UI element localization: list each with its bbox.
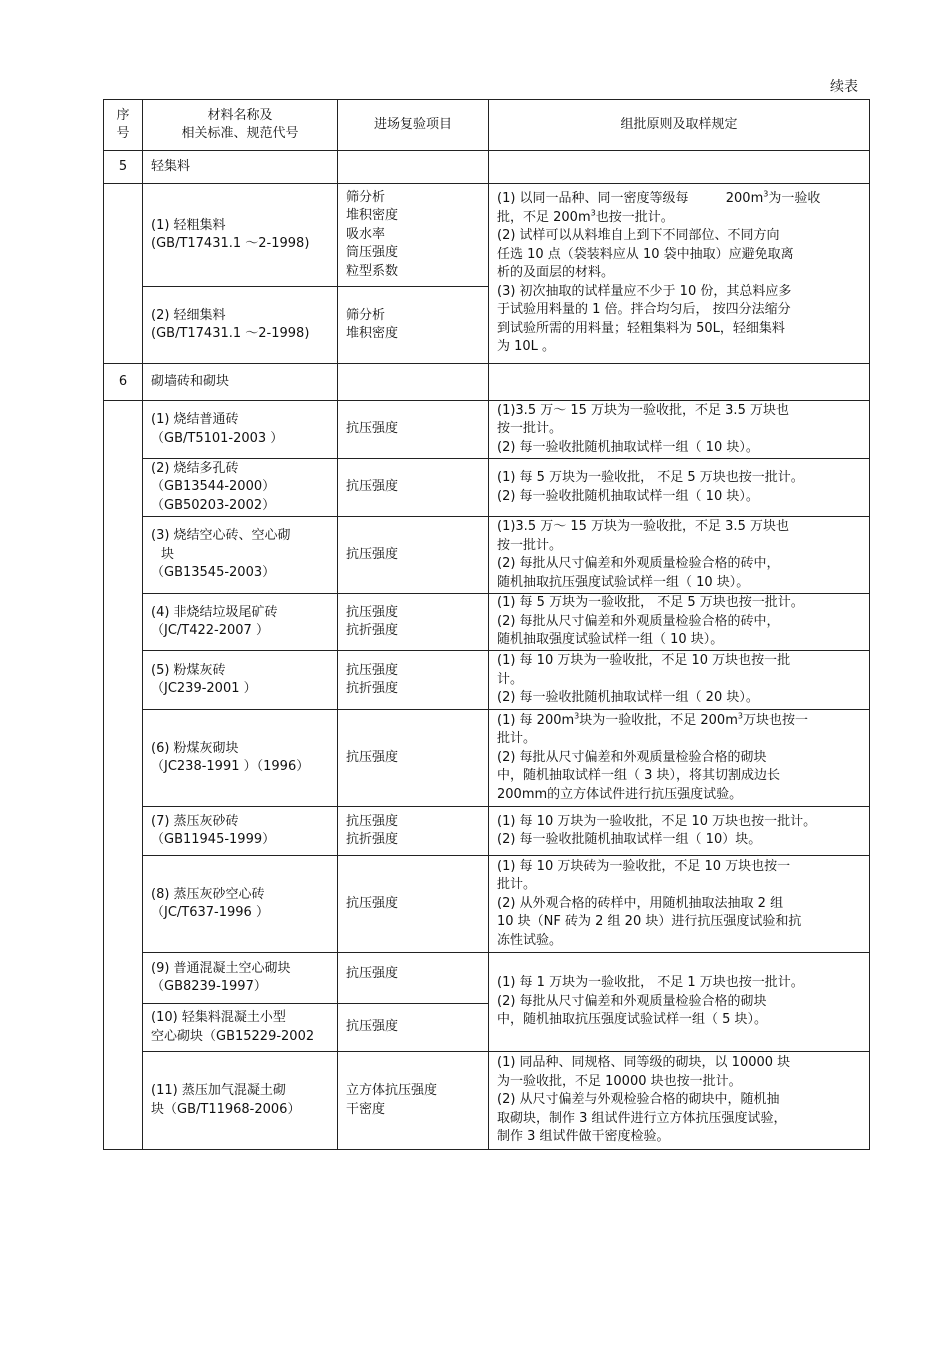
table-row [104, 856, 870, 953]
header-material-line: 相关标准、规范代号 [181, 126, 299, 141]
table-row [104, 807, 870, 856]
material-name: (10) 轻集料混凝土小型 空心砌块（GB15229-2002 [143, 1004, 338, 1052]
continued-table-label: 续表 [830, 79, 858, 95]
header-seq [104, 100, 143, 151]
sampling-rules: (1) 以同一品种、同一密度等级每 $200m^3$为一验收 批，不足 $200m^3$也按一批计。 (2) 试样可以从料堆自上到下不同部位、不同方向 任选 10 点（袋装料应从 10 袋中抽取）应避免取离 析的及面层的材料。 (3) 初次抽取的试样量应不少于 10 份，其总料应多 于试验用料量的 1 倍。拌合均匀后， 按四分法缩分 到试验所需的用料量；轻粗集料为 50L，轻细集料 为 10L 。 [489, 184, 870, 364]
table-row [104, 1052, 870, 1150]
sampling-rules: (1) 每 1 万块为一验收批， 不足 1 万块也按一批计。 (2) 每批从尺寸偏差和外观质量检验合格的砌块 中，随机抽取抗压强度试验试样一组（ 5 块）。 [489, 953, 870, 1052]
sampling-rules: (1)3.5 万～ 15 万块为一验收批，不足 3.5 万块也 按一批计。 (2) 每一验收批随机抽取试样一组（ 10 块）。 [489, 401, 870, 459]
sampling-rules: (1) 同品种、同规格、同等级的砌块，以 10000 块 为一验收批，不足 10000 块也按一批计。 (2) 从尺寸偏差与外观检验合格的砌块中，随机抽 取砌块，制作 3 组试件进行立方体抗压强度试验， 制作 3 组试件做干密度检验。 [489, 1052, 870, 1150]
sampling-rules: (1)3.5 万～ 15 万块为一验收批，不足 3.5 万块也 按一批计。 (2) 每批从尺寸偏差和外观质量检验合格的砖中， 随机抽取抗压强度试验试样一组（ 10 块）。 [489, 517, 870, 594]
material-name: (8) 蒸压灰砂空心砖 （JC/T637-1996 ） [143, 856, 338, 953]
sampling-rules: (1) 每 10 万块砖为一验收批，不足 10 万块也按一 批计。 (2) 从外观合格的砖样中，用随机抽取法抽取 2 组 10 块（NF 砖为 2 组 20 块）进行抗压强度试验和抗 冻性试验。 [489, 856, 870, 953]
table-row [104, 184, 870, 287]
test-items: 抗压强度 [338, 953, 489, 1004]
header-material [143, 100, 338, 151]
section-title: 砌墙砖和砌块 [143, 364, 338, 401]
section-row [104, 364, 870, 401]
test-items: 筛分析 堆积密度 [338, 287, 489, 364]
sampling-rules: (1) 每 10 万块为一验收批，不足 10 万块也按一批计。 (2) 每一验收批随机抽取试样一组（ 10）块。 [489, 807, 870, 856]
material-name: (9) 普通混凝土空心砌块 （GB8239-1997） [143, 953, 338, 1004]
material-name: (3) 烧结空心砖、空心砌 块 （GB13545-2003） [143, 517, 338, 594]
test-items: 抗压强度 [338, 856, 489, 953]
header-seq-line: 号 [116, 126, 130, 141]
test-items: 筛分析 堆积密度 吸水率 筒压强度 粒型系数 [338, 184, 489, 287]
test-items: 立方体抗压强度 干密度 [338, 1052, 489, 1150]
header-seq-line: 序 [116, 107, 130, 123]
section-seq: 6 [104, 364, 143, 401]
sampling-rules: (1) 每 5 万块为一验收批， 不足 5 万块也按一批计。 (2) 每一验收批随机抽取试样一组（ 10 块）。 [489, 459, 870, 517]
table-row [104, 517, 870, 594]
material-name: (1) 轻粗集料 (GB/T17431.1 ～2-1998) [143, 184, 338, 287]
sampling-rules: (1) 每 $200m^3$块为一验收批，不足 $200m^3$万块也按一 批计。 (2) 每批从尺寸偏差和外观质量检验合格的砌块 中，随机抽取试样一组（ 3 块），将其切割成边长 200mm的立方体试件进行抗压强度试验。 [489, 710, 870, 807]
header-row [104, 100, 870, 151]
section-row [104, 151, 870, 184]
sampling-rules: (1) 每 10 万块为一验收批，不足 10 万块也按一批 计。 (2) 每一验收批随机抽取试样一组（ 20 块）。 [489, 651, 870, 710]
material-name: (5) 粉煤灰砖 （JC239-2001 ） [143, 651, 338, 710]
test-items: 抗压强度 [338, 459, 489, 517]
material-name: (7) 蒸压灰砂砖 （GB11945-1999） [143, 807, 338, 856]
header-tests: 进场复验项目 [338, 100, 489, 151]
test-items: 抗压强度 [338, 1004, 489, 1052]
material-name: (2) 轻细集料 (GB/T17431.1 ～2-1998) [143, 287, 338, 364]
materials-sampling-table [103, 99, 870, 1150]
test-items: 抗压强度 抗折强度 [338, 594, 489, 651]
sampling-rules: (1) 每 5 万块为一验收批， 不足 5 万块也按一批计。 (2) 每批从尺寸偏差和外观质量检验合格的砖中， 随机抽取强度试验试样一组（ 10 块）。 [489, 594, 870, 651]
material-name: (6) 粉煤灰砌块 （JC238-1991 ）（1996） [143, 710, 338, 807]
table-row [104, 401, 870, 459]
test-items: 抗压强度 抗折强度 [338, 651, 489, 710]
table-row [104, 953, 870, 1004]
material-name: (1) 烧结普通砖 （GB/T5101-2003 ） [143, 401, 338, 459]
table-row [104, 594, 870, 651]
material-name: (4) 非烧结垃圾尾矿砖 （JC/T422-2007 ） [143, 594, 338, 651]
section-title: 轻集料 [143, 151, 338, 184]
section-seq: 5 [104, 151, 143, 184]
header-material-line: 材料名称及 [207, 107, 273, 123]
table-row [104, 651, 870, 710]
header-rules: 组批原则及取样规定 [489, 100, 870, 151]
test-items: 抗压强度 [338, 517, 489, 594]
table-row [104, 710, 870, 807]
test-items: 抗压强度 [338, 710, 489, 807]
test-items: 抗压强度 抗折强度 [338, 807, 489, 856]
material-name: (11) 蒸压加气混凝土砌 块（GB/T11968-2006） [143, 1052, 338, 1150]
test-items: 抗压强度 [338, 401, 489, 459]
material-name: (2) 烧结多孔砖 （GB13544-2000） （GB50203-2002） [143, 459, 338, 517]
table-row [104, 459, 870, 517]
